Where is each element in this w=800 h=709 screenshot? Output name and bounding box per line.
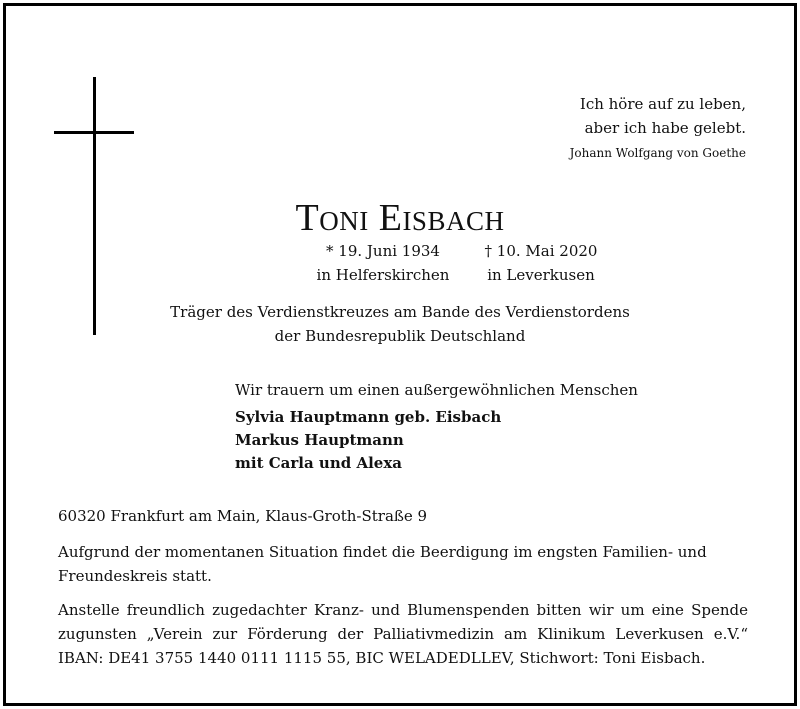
birth-place: in Helferskirchen: [316, 266, 450, 284]
obituary-card: [3, 3, 797, 706]
honor-line-1: Träger des Verdienstkreuzes am Bande des Verdienstordens: [170, 303, 630, 321]
quote-line-1: Ich höre auf zu leben,: [579, 95, 746, 113]
mourner-name: Sylvia Hauptmann geb. Eisbach: [235, 408, 502, 426]
family-address: 60320 Frankfurt am Main, Klaus-Groth-Straße 9: [58, 507, 428, 525]
honor-text: [6, 300, 794, 348]
cross-icon-horizontal: [54, 131, 134, 134]
deceased-name: Toni Eisbach: [295, 197, 505, 239]
mourner-name: Markus Hauptmann: [235, 431, 404, 449]
birth-info: [308, 239, 458, 287]
mourners-list: [235, 406, 501, 475]
funeral-note: Aufgrund der momentanen Situation findet die Beerdigung im engsten Familien- und Freundeskreis statt.: [58, 543, 707, 585]
quote-block: [570, 92, 746, 160]
mourner-name: mit Carla und Alexa: [235, 454, 402, 472]
quote-line-2: aber ich habe gelebt.: [584, 119, 746, 137]
mourning-intro: Wir trauern um einen außergewöhnlichen Menschen: [235, 381, 638, 399]
quote-author: Johann Wolfgang von Goethe: [569, 146, 746, 160]
birth-date: * 19. Juni 1934: [326, 242, 440, 260]
honor-line-2: der Bundesrepublik Deutschland: [274, 327, 526, 345]
donation-note: Anstelle freundlich zugedachter Kranz- und Blumenspenden bitten wir um eine Spende zugunsten „Verein zur Förderung der Palliativmedizin am Klinikum Leverkusen e.V.“ IBAN: DE41 3755 1440 0111 1115 55, BIC WELADEDLLEV, Stichwort: Toni Eisbach.: [58, 601, 748, 667]
death-place: in Leverkusen: [487, 266, 595, 284]
death-info: [466, 239, 616, 287]
death-date: † 10. Mai 2020: [484, 242, 598, 260]
